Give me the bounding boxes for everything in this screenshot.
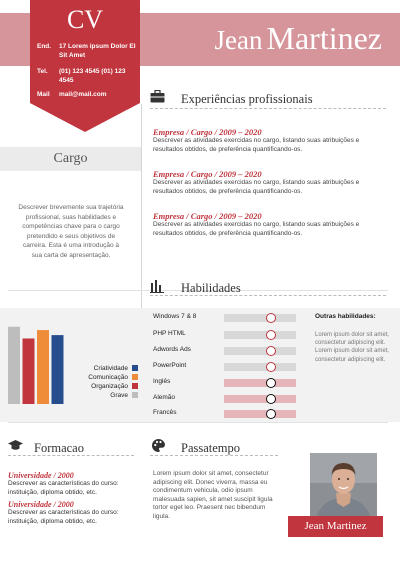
legend-swatch	[132, 392, 138, 398]
first-name: Jean	[214, 25, 263, 55]
skill-bar	[224, 410, 296, 418]
hobbies-title: Passatempo	[181, 441, 241, 455]
skills-bar-chart	[8, 318, 70, 404]
legend-label: Comunicação	[88, 374, 128, 381]
skill-bar	[224, 331, 296, 339]
skill-bar	[224, 379, 296, 387]
experience-text: Descrever as atividades exercidas no cargo, listando suas atribuições e resultados obtidos, de preferência quantificando-os.	[153, 221, 360, 237]
skill-bar	[224, 363, 296, 371]
experience-item	[153, 211, 388, 238]
education-text: Descrever as características do curso: instituição, diploma obtido, etc.	[8, 480, 119, 496]
legend-swatch	[132, 365, 138, 371]
graduation-cap-icon	[8, 440, 23, 451]
full-name	[215, 20, 382, 57]
skill-level-knob	[266, 378, 276, 388]
experience-item	[153, 169, 388, 196]
skill-level-knob	[266, 330, 276, 340]
skill-label: Inglês	[153, 378, 171, 385]
education-item	[8, 500, 138, 526]
bar-3	[37, 330, 49, 404]
education-heading: Universidade / 2000	[8, 500, 74, 509]
divider	[150, 108, 386, 109]
legend-swatch	[132, 383, 138, 389]
legend-label: Grave	[110, 392, 128, 399]
skill-label: Adwords Ads	[153, 346, 191, 353]
skills-title: Habilidades	[181, 281, 241, 295]
skill-level-knob	[266, 313, 276, 323]
contact-key: Tel.	[37, 68, 48, 75]
legend-swatch	[132, 374, 138, 380]
name-badge: Jean Martinez	[288, 516, 383, 537]
cv-label: CV	[66, 5, 104, 34]
skill-level-knob	[266, 346, 276, 356]
skill-bar	[224, 314, 296, 322]
hobbies-text: Lorem ipsum dolor sit amet, consectetur adipiscing elit. Donec viverra, massa eu condimentum vehicula, odio ipsum malesuada sapien, sit amet suscipit ligula tortor eget leo. Praesent nec bibendum ligula.	[153, 470, 273, 520]
chart-legend-item	[88, 374, 138, 381]
contact-key: Mail	[37, 91, 50, 98]
contact-value: (01) 123 4545 (01) 123 4545	[59, 68, 126, 84]
bar-2	[23, 338, 35, 404]
chart-legend-item	[91, 383, 138, 390]
bar-1	[8, 327, 20, 404]
skill-label: PowerPoint	[153, 362, 187, 369]
experience-heading: Empresa / Cargo / 2009 – 2020	[153, 211, 262, 221]
skill-bar	[224, 347, 296, 355]
legend-label: Organização	[91, 383, 128, 390]
skill-label: PHP HTML	[153, 330, 186, 337]
experience-item	[153, 127, 388, 154]
education-text: Descrever as características do curso: instituição, diploma obtido, etc.	[8, 509, 119, 525]
other-skills-text: Lorem ipsum dolor sit amet, consectetur adipiscing elit. Lorem ipsum dolor sit amet, consectetur adipiscing elit.	[315, 332, 390, 363]
experience-heading: Empresa / Cargo / 2009 – 2020	[153, 127, 262, 137]
legend-label: Criatividade	[93, 365, 128, 372]
cargo-title: Cargo	[53, 151, 88, 166]
education-title: Formacao	[34, 441, 84, 455]
skill-label: Francês	[153, 409, 177, 416]
contact-value: mail@mail.com	[59, 91, 107, 98]
chart-legend-item	[94, 365, 138, 372]
chart-legend-item	[110, 392, 138, 399]
last-name: Martinez	[266, 20, 382, 56]
divider	[8, 422, 388, 423]
skill-bar	[224, 395, 296, 403]
experience-text: Descrever as atividades exercidas no cargo, listando suas atribuições e resultados obtidos, de preferência quantificando-os.	[153, 137, 360, 153]
education-item	[8, 471, 138, 497]
skill-label: Alemão	[153, 394, 176, 401]
skill-level-knob	[266, 362, 276, 372]
other-skills-title: Outras habilidades:	[315, 313, 376, 320]
briefcase-icon	[150, 90, 165, 103]
experience-text: Descrever as atividades exercidas no cargo, listando suas atribuições e resultados obtidos, de preferência quantificando-os.	[153, 179, 360, 195]
contact-key: End.	[37, 43, 52, 50]
cargo-text: Descrever brevemente sua trajetória profissional, suas habilidades e competências chave para o cargo pretendido e seus objetivos de carreira. Esta é uma introdução à sua carta de apresentação.	[18, 204, 124, 259]
education-heading: Universidade / 2000	[8, 471, 74, 480]
bar-4	[52, 335, 64, 404]
profile-photo	[310, 453, 377, 519]
palette-icon	[151, 438, 166, 453]
bar-chart-icon	[150, 280, 165, 293]
skill-level-knob	[266, 394, 276, 404]
experience-title: Experiências profissionais	[181, 92, 313, 106]
experience-heading: Empresa / Cargo / 2009 – 2020	[153, 169, 262, 179]
skill-label: Windows 7 & 8	[153, 313, 197, 320]
skill-level-knob	[266, 409, 276, 419]
contact-value: 17 Lorem ipsum Dolor El Sit Amet	[59, 43, 136, 59]
